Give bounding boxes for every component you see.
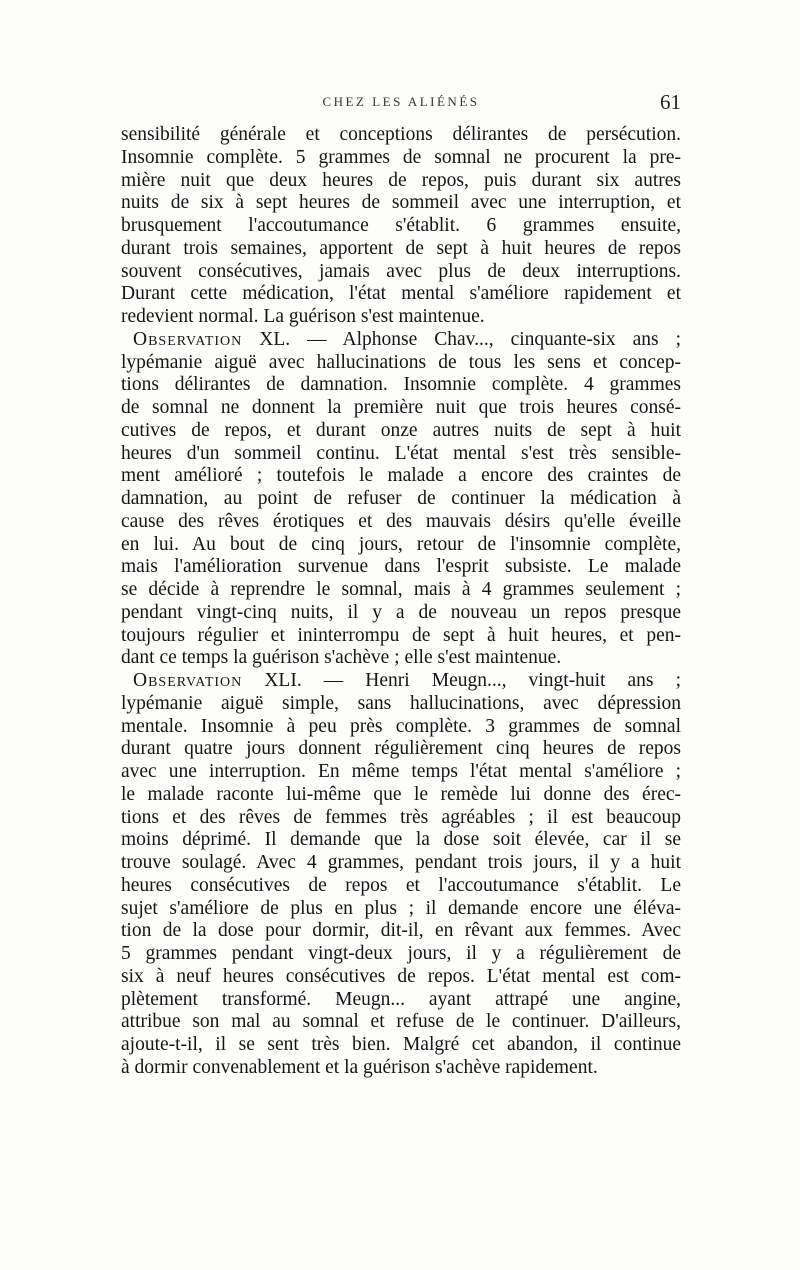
text-line	[121, 852, 681, 875]
line-text: redevient normal. La guérison s'est maintenue.	[121, 306, 485, 327]
line-text: mentale. Insomnie à peu près complète. 3 grammes de somnal	[121, 715, 681, 737]
text-line	[121, 602, 681, 625]
text-line	[121, 693, 681, 716]
line-text: lypémanie aiguë avec hallucinations de tous les sens et concep-	[121, 351, 681, 373]
line-text: XLI. — Henri Meugn..., vingt-huit ans ;	[242, 670, 681, 691]
text-line	[121, 670, 681, 693]
text-line	[121, 784, 681, 807]
text-line	[121, 875, 681, 898]
text-line	[121, 488, 681, 511]
text-line	[121, 124, 681, 147]
text-line	[121, 397, 681, 420]
text-line	[121, 647, 681, 670]
text-line	[121, 283, 681, 306]
line-text: se décide à reprendre le somnal, mais à 4 grammes seulement ;	[121, 579, 681, 600]
line-text: brusquement l'accoutumance s'établit. 6 grammes ensuite,	[121, 215, 681, 236]
observation-heading: Observation	[133, 328, 243, 350]
text-line	[121, 966, 681, 989]
text-line	[121, 920, 681, 943]
page-header	[121, 90, 681, 120]
line-text: heures d'un sommeil continu. L'état mental s'est très sensible-	[121, 442, 681, 464]
line-text: heures consécutives de repos et l'accoutumance s'établit. Le	[121, 874, 681, 896]
line-text: en lui. Au bout de cinq jours, retour de l'insomnie complète,	[121, 533, 681, 555]
running-head: CHEZ LES ALIÉNÉS	[322, 94, 480, 109]
line-text: pendant vingt-cinq nuits, il y a de nouveau un repos presque	[121, 601, 681, 623]
line-text: ajoute-t-il, il se sent très bien. Malgré cet abandon, il continue	[121, 1034, 681, 1055]
text-line	[121, 716, 681, 739]
text-line	[121, 738, 681, 761]
page-number: 61	[660, 90, 681, 114]
line-text: avec une interruption. En même temps l'état mental s'améliore ;	[121, 761, 681, 782]
paragraph	[121, 670, 681, 1080]
line-text: cutives de repos, et durant onze autres nuits de sept à huit	[121, 419, 681, 441]
text-line	[121, 261, 681, 284]
paragraph	[121, 124, 681, 329]
line-text: sensibilité générale et conceptions délirantes de persécution.	[121, 124, 681, 145]
text-line	[121, 807, 681, 830]
line-text: ment amélioré ; toutefois le malade a encore des craintes de	[121, 465, 681, 487]
text-line	[121, 534, 681, 557]
line-text: durant trois semaines, apportent de sept à huit heures de repos	[121, 237, 681, 259]
line-text: dant ce temps la guérison s'achève ; elle s'est maintenue.	[121, 647, 562, 669]
line-text: tions délirantes de damnation. Insomnie complète. 4 grammes	[121, 374, 681, 396]
text-line	[121, 1011, 681, 1034]
line-text: sujet s'améliore de plus en plus ; il demande encore une éléva-	[121, 897, 681, 919]
line-text: lypémanie aiguë simple, sans hallucinations, avec dépression	[121, 692, 681, 714]
text-line	[121, 170, 681, 193]
line-text: Durant cette médication, l'état mental s'améliore rapidement et	[121, 283, 681, 305]
text-line	[121, 352, 681, 375]
line-text: six à neuf heures consécutives de repos. L'état mental est com-	[121, 965, 681, 987]
line-text: mière nuit que deux heures de repos, puis durant six autres	[121, 169, 681, 191]
text-line	[121, 1034, 681, 1057]
text-line	[121, 306, 681, 329]
line-text: damnation, au point de refuser de continuer la médication à	[121, 488, 681, 509]
line-text: cause des rêves érotiques et des mauvais désirs qu'elle éveille	[121, 510, 681, 532]
line-text: le malade raconte lui-même que le remède lui donne des érec-	[121, 783, 681, 805]
line-text: toujours régulier et ininterrompu de sept à huit heures, et pen-	[121, 624, 681, 646]
text-line	[121, 579, 681, 602]
text-line	[121, 192, 681, 215]
line-text: Insomnie complète. 5 grammes de somnal ne procurent la pre-	[121, 146, 681, 168]
line-text: tion de la dose pour dormir, dit-il, en rêvant aux femmes. Avec	[121, 920, 681, 942]
line-text: moins déprimé. Il demande que la dose soit élevée, car il se	[121, 829, 681, 851]
text-line	[121, 420, 681, 443]
line-text: XL. — Alphonse Chav..., cinquante-six ans ;	[242, 328, 681, 350]
text-line	[121, 943, 681, 966]
line-text: plètement transformé. Meugn... ayant attrapé une angine,	[121, 988, 681, 1010]
line-text: de somnal ne donnent la première nuit que trois heures consé-	[121, 397, 681, 418]
observation-heading: Observation	[133, 670, 243, 691]
text-line	[121, 989, 681, 1012]
text-line	[121, 829, 681, 852]
line-text: mais l'amélioration survenue dans l'esprit subsiste. Le malade	[121, 556, 681, 578]
line-text: trouve soulagé. Avec 4 grammes, pendant trois jours, il y a huit	[121, 852, 681, 873]
text-line	[121, 147, 681, 170]
line-text: attribue son mal au somnal et refuse de le continuer. D'ailleurs,	[121, 1011, 681, 1033]
text-line	[121, 1057, 681, 1080]
line-text: nuits de six à sept heures de sommeil avec une interruption, et	[121, 192, 681, 214]
line-text: à dormir convenablement et la guérison s'achève rapidement.	[121, 1056, 598, 1078]
text-line	[121, 761, 681, 784]
line-text: 5 grammes pendant vingt-deux jours, il y a régulièrement de	[121, 943, 681, 964]
text-line	[121, 329, 681, 352]
line-text: durant quatre jours donnent régulièrement cinq heures de repos	[121, 738, 681, 760]
text-line	[121, 443, 681, 466]
text-line	[121, 556, 681, 579]
text-line	[121, 465, 681, 488]
line-text: tions et des rêves de femmes très agréables ; il est beaucoup	[121, 806, 681, 828]
line-text: souvent consécutives, jamais avec plus de deux interruptions.	[121, 260, 681, 282]
text-line	[121, 625, 681, 648]
text-line	[121, 215, 681, 238]
body-text	[121, 124, 681, 1080]
text-line	[121, 511, 681, 534]
text-line	[121, 238, 681, 261]
paragraph	[121, 329, 681, 670]
text-line	[121, 898, 681, 921]
text-line	[121, 374, 681, 397]
